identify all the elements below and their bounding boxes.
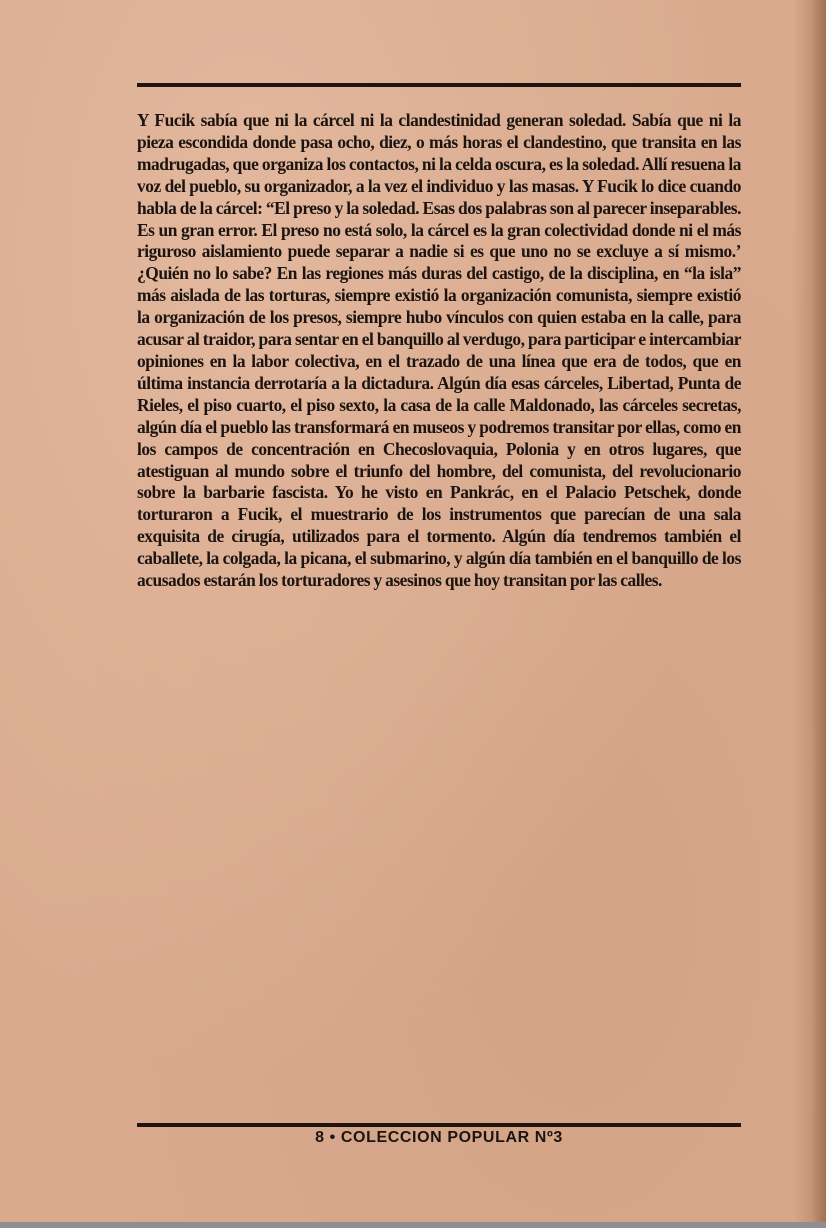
scan-bottom-strip: [0, 1222, 826, 1228]
body-text: [137, 110, 741, 592]
page-edge-shadow: [812, 0, 826, 1228]
top-rule: [137, 83, 741, 87]
page-footer: 8 • COLECCION POPULAR Nº3: [315, 1129, 563, 1146]
bottom-rule: [137, 1123, 741, 1127]
body-paragraph: Y Fucik sabía que ni la cárcel ni la clandestinidad generan soledad. Sabía que ni la pieza escondida donde pasa ocho, diez, o más horas el clandestino, que transita en las madrugadas, que organiza los contactos, ni la celda oscura, es la soledad. Allí resuena la voz del pueblo, su organizador, a la vez el individuo y las masas. Y Fucik lo dice cuando habla de la cárcel: “El preso y la soledad. Esas dos palabras son al parecer inseparables. Es un gran error. El preso no está solo, la cárcel es la gran colectividad donde ni el más riguroso aislamiento puede separar a nadie si es que uno no se excluye a sí mismo.’ ¿Quién no lo sabe? En las regiones más duras del castigo, de la disciplina, en “la isla” más aislada de las torturas, siempre existió la organización comunista, siempre existió la organización de los presos, siempre hubo vínculos con quien estaba en la calle, para acusar al traidor, para sentar en el banquillo al verdugo, para participar e intercambiar opiniones en la labor colectiva, en el trazado de una línea que era de todos, que en última instancia derrotaría a la dictadura. Algún día esas cárceles, Libertad, Punta de Rieles, el piso cuarto, el piso sexto, la casa de la calle Maldonado, las cárceles secretas, algún día el pueblo las transformará en museos y podremos transitar por ellas, como en los campos de concentración en Checoslovaquia, Polonia y en otros lugares, que atestiguan al mundo sobre el triunfo del hombre, del comunista, del revolucionario sobre la barbarie fascista. Yo he visto en Pankrác, en el Palacio Petschek, donde torturaron a Fucik, el muestrario de los instrumentos que parecían de una sala exquisita de cirugía, utilizados para el tormento. Algún día tendremos también el caballete, la colgada, la picana, el submarino, y algún día también en el banquillo de los acusados estarán los torturadores y asesinos que hoy transitan por las calles.: [137, 110, 741, 591]
